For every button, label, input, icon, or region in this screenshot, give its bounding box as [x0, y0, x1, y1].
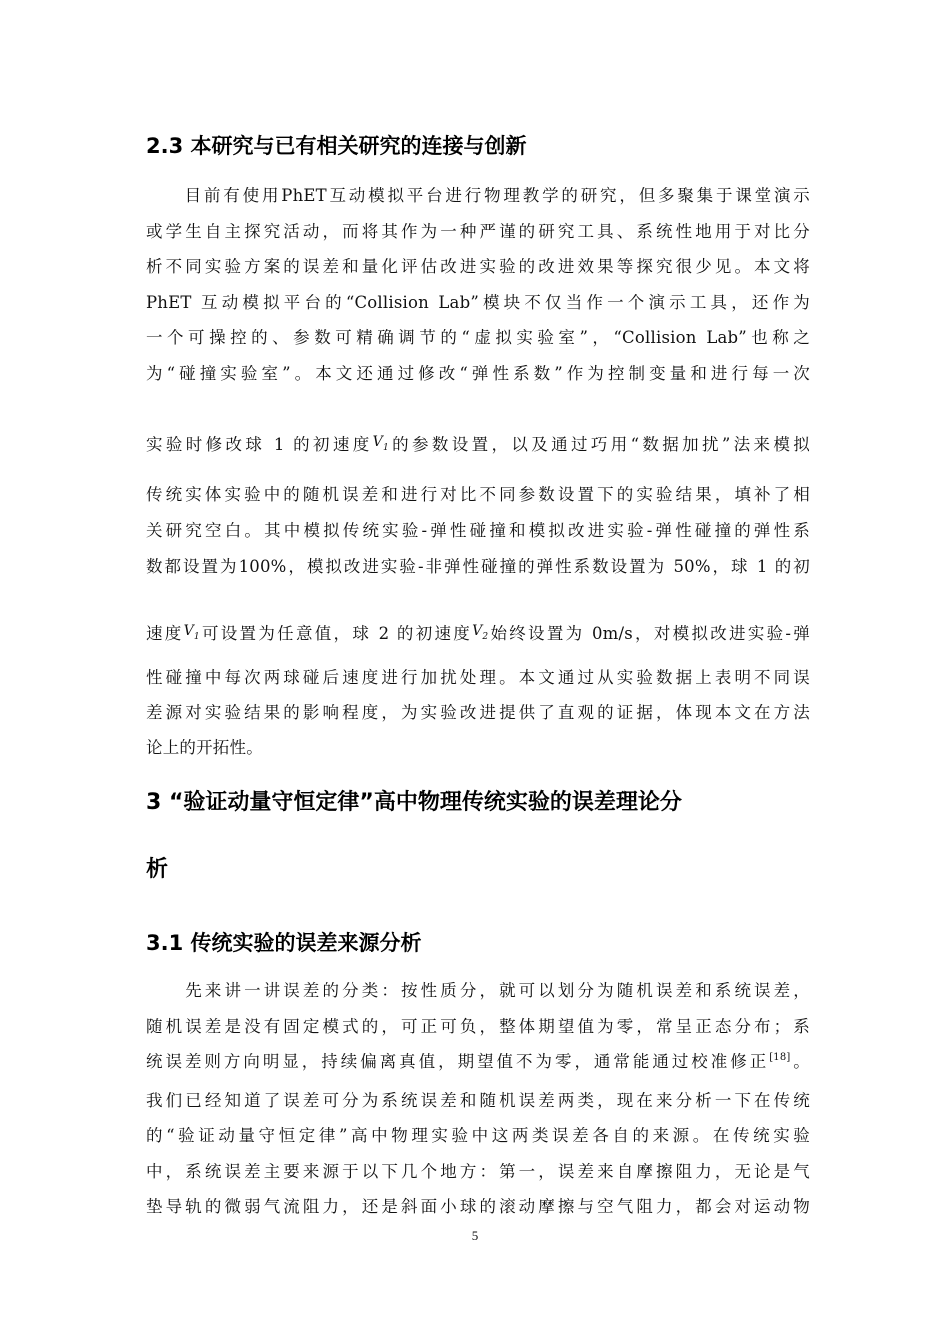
text-fragment: 统误差则方向明显，持续偏离真值，期望值不为零，通常能通过校准修正	[146, 1052, 770, 1071]
text-line: 关研究空白。其中模拟传统实验-弹性碰撞和模拟改进实验-弹性碰撞的弹性系	[146, 521, 810, 540]
variable-v1: V1	[372, 434, 389, 453]
text-line: 性碰撞中每次两球碰后速度进行加扰处理。本文通过从实验数据上表明不同误	[146, 668, 810, 687]
text-line: 析不同实验方案的误差和量化评估改进实验的改进效果等探究很少见。本文将	[146, 257, 810, 276]
text-line: 论上的开拓性。	[146, 738, 263, 757]
text-line	[146, 616, 810, 659]
section-heading-2-3: 2.3 本研究与已有相关研究的连接与创新	[146, 134, 527, 158]
text-line: 为“碰撞实验室”。本文还通过修改“弹性系数”作为控制变量和进行每一次	[146, 363, 810, 383]
citation-18: [18]	[769, 1052, 791, 1063]
text-fragment: 始终设置为 0m/s，对模拟改进实验-弹	[488, 624, 811, 643]
text-fragment: 速度	[146, 624, 184, 643]
heading-line: 3 “验证动量守恒定律”高中物理传统实验的误差理论分	[146, 790, 682, 815]
heading-line: 析	[146, 857, 169, 882]
text-line: 垫导轨的微弱气流阻力，还是斜面小球的滚动摩擦与空气阻力，都会对运动物	[146, 1197, 810, 1216]
text-fragment: 实验时修改球 1 的初速度	[146, 435, 373, 454]
text-line: 差源对实验结果的影响程度，为实验改进提供了直观的证据，体现本文在方法	[146, 703, 810, 722]
text-line: 随机误差是没有固定模式的，可正可负，整体期望值为零，常呈正态分布；系	[146, 1016, 810, 1036]
paragraph-2-3-part1	[146, 178, 810, 391]
text-line: 我们已经知道了误差可分为系统误差和随机误差两类，现在来分析一下在传统	[146, 1090, 810, 1110]
page-number: 5	[471, 1228, 479, 1243]
text-line: PhET 互动模拟平台的“Collision Lab”模块不仅当作一个演示工具，还作为	[146, 292, 810, 312]
text-line	[146, 1044, 810, 1083]
text-line: 数都设置为100%，模拟改进实验-非弹性碰撞的弹性系数设置为 50%，球 1 的初	[146, 557, 810, 576]
section-heading-3-1: 3.1 传统实验的误差来源分析	[146, 931, 422, 955]
text-line: 的“验证动量守恒定律”高中物理实验中这两类误差各自的来源。在传统实验	[146, 1126, 810, 1145]
paragraph-2-3-part4	[146, 616, 810, 659]
variable-v1: V1	[183, 623, 200, 642]
variable-v2: V2	[472, 623, 489, 642]
text-line: 目前有使用PhET互动模拟平台进行物理教学的研究，但多聚集于课堂演示	[146, 186, 810, 205]
text-line	[146, 427, 810, 470]
text-line: 传统实体实验中的随机误差和进行对比不同参数设置下的实验结果，填补了相	[146, 485, 810, 504]
paragraph-3-1	[146, 973, 810, 1225]
paragraph-2-3-part3	[146, 477, 810, 585]
text-line: 中，系统误差主要来源于以下几个地方：第一，误差来自摩擦阻力，无论是气	[146, 1161, 810, 1181]
text-fragment: 。	[790, 1052, 810, 1071]
text-fragment: 的参数设置，以及通过巧用“数据加扰”法来模拟	[388, 435, 810, 454]
text-line: 或学生自主探究活动，而将其作为一种严谨的研究工具、系统性地用于对比分	[146, 221, 810, 241]
section-heading-3	[146, 769, 816, 903]
paragraph-2-3-part5	[146, 660, 810, 765]
paragraph-2-3-part2	[146, 427, 810, 470]
text-line: 一个可操控的、参数可精确调节的“虚拟实验室”，“Collision Lab”也称之	[146, 328, 810, 347]
text-fragment: 可设置为任意值，球 2 的初速度	[199, 624, 473, 643]
text-line: 先来讲一讲误差的分类：按性质分，就可以划分为随机误差和系统误差，	[146, 981, 810, 1000]
